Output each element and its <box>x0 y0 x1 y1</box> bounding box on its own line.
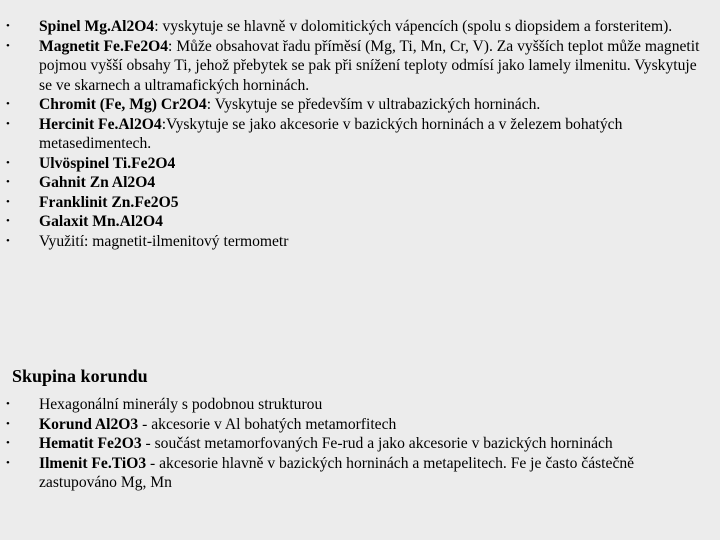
bullet-icon: • <box>6 176 10 188</box>
bullet-icon: • <box>6 437 10 449</box>
mineral-description: : vyskytuje se hlavně v dolomitických vápencích (spolu s diopsidem a forsteritem). <box>154 18 673 35</box>
bullet-icon: • <box>6 456 10 469</box>
list-item <box>5 212 710 232</box>
mineral-name: Gahnit Zn Al2O4 <box>39 174 156 191</box>
bullet-icon: • <box>6 20 10 32</box>
spinel-group-list <box>5 17 710 251</box>
mineral-name: Hematit Fe2O3 <box>39 435 142 452</box>
bullet-icon: • <box>6 215 10 227</box>
mineral-description: - akcesorie v Al bohatých metamorfitech <box>138 415 397 433</box>
mineral-name: Chromit (Fe, Mg) Cr2O4 <box>39 96 207 113</box>
bullet-icon: • <box>6 39 10 52</box>
mineral-description: : Vyskytuje se především v ultrabazických horninách. <box>206 96 541 113</box>
list-item <box>5 37 710 96</box>
list-item <box>5 95 710 115</box>
mineral-description: : Může obsahovat řadu příměsí (Mg, Ti, Mn, Cr, V). Za vyšších teplot může magnetit pojmou vyšší obsahy Ti, jehož přebytek se pak při snížení teploty odmísí jako lamely ilmenitu. Vyskytuje se ve skarnech a ultramafických horninách. <box>39 37 700 94</box>
list-item <box>5 154 710 174</box>
list-item <box>5 193 710 213</box>
mineral-description: - akcesorie hlavně v bazických horninách a metapelitech. Fe je často částečně zastupováno Mg, Mn <box>39 454 635 491</box>
bullet-icon: • <box>6 156 10 169</box>
list-item <box>5 395 710 415</box>
bullet-icon: • <box>6 117 10 130</box>
section-title: Skupina korundu <box>12 366 148 386</box>
corundum-group-list <box>5 395 710 493</box>
list-item <box>5 17 710 37</box>
bullet-icon: • <box>6 398 10 410</box>
list-item <box>5 415 710 435</box>
list-item <box>5 115 710 154</box>
mineral-name: Ulvöspinel Ti.Fe2O4 <box>39 154 176 172</box>
mineral-description: - součást metamorfovaných Fe-rud a jako akcesorie v bazických horninách <box>141 435 613 452</box>
mineral-name: Ilmenit Fe.TiO3 <box>39 454 147 472</box>
mineral-name: Franklinit Zn.Fe2O5 <box>39 193 179 211</box>
mineral-description: :Vyskytuje se jako akcesorie v bazických horninách a v železem bohatých metasedimentech. <box>39 115 623 152</box>
mineral-name: Spinel Mg.Al2O4 <box>39 18 155 35</box>
mineral-description: Hexagonální minerály s podobnou strukturou <box>39 396 323 413</box>
mineral-description: Využití: magnetit-ilmenitový termometr <box>39 232 289 250</box>
list-item <box>5 454 710 493</box>
mineral-name: Hercinit Fe.Al2O4 <box>39 115 162 133</box>
bullet-icon: • <box>6 98 10 110</box>
mineral-name: Korund Al2O3 <box>39 415 139 433</box>
list-item <box>5 434 710 454</box>
bullet-icon: • <box>6 417 10 430</box>
bullet-icon: • <box>6 195 10 208</box>
mineral-name: Galaxit Mn.Al2O4 <box>39 213 163 230</box>
bullet-icon: • <box>6 234 10 247</box>
mineral-name: Magnetit Fe.Fe2O4 <box>39 37 169 55</box>
list-item <box>5 173 710 193</box>
list-item <box>5 232 710 252</box>
